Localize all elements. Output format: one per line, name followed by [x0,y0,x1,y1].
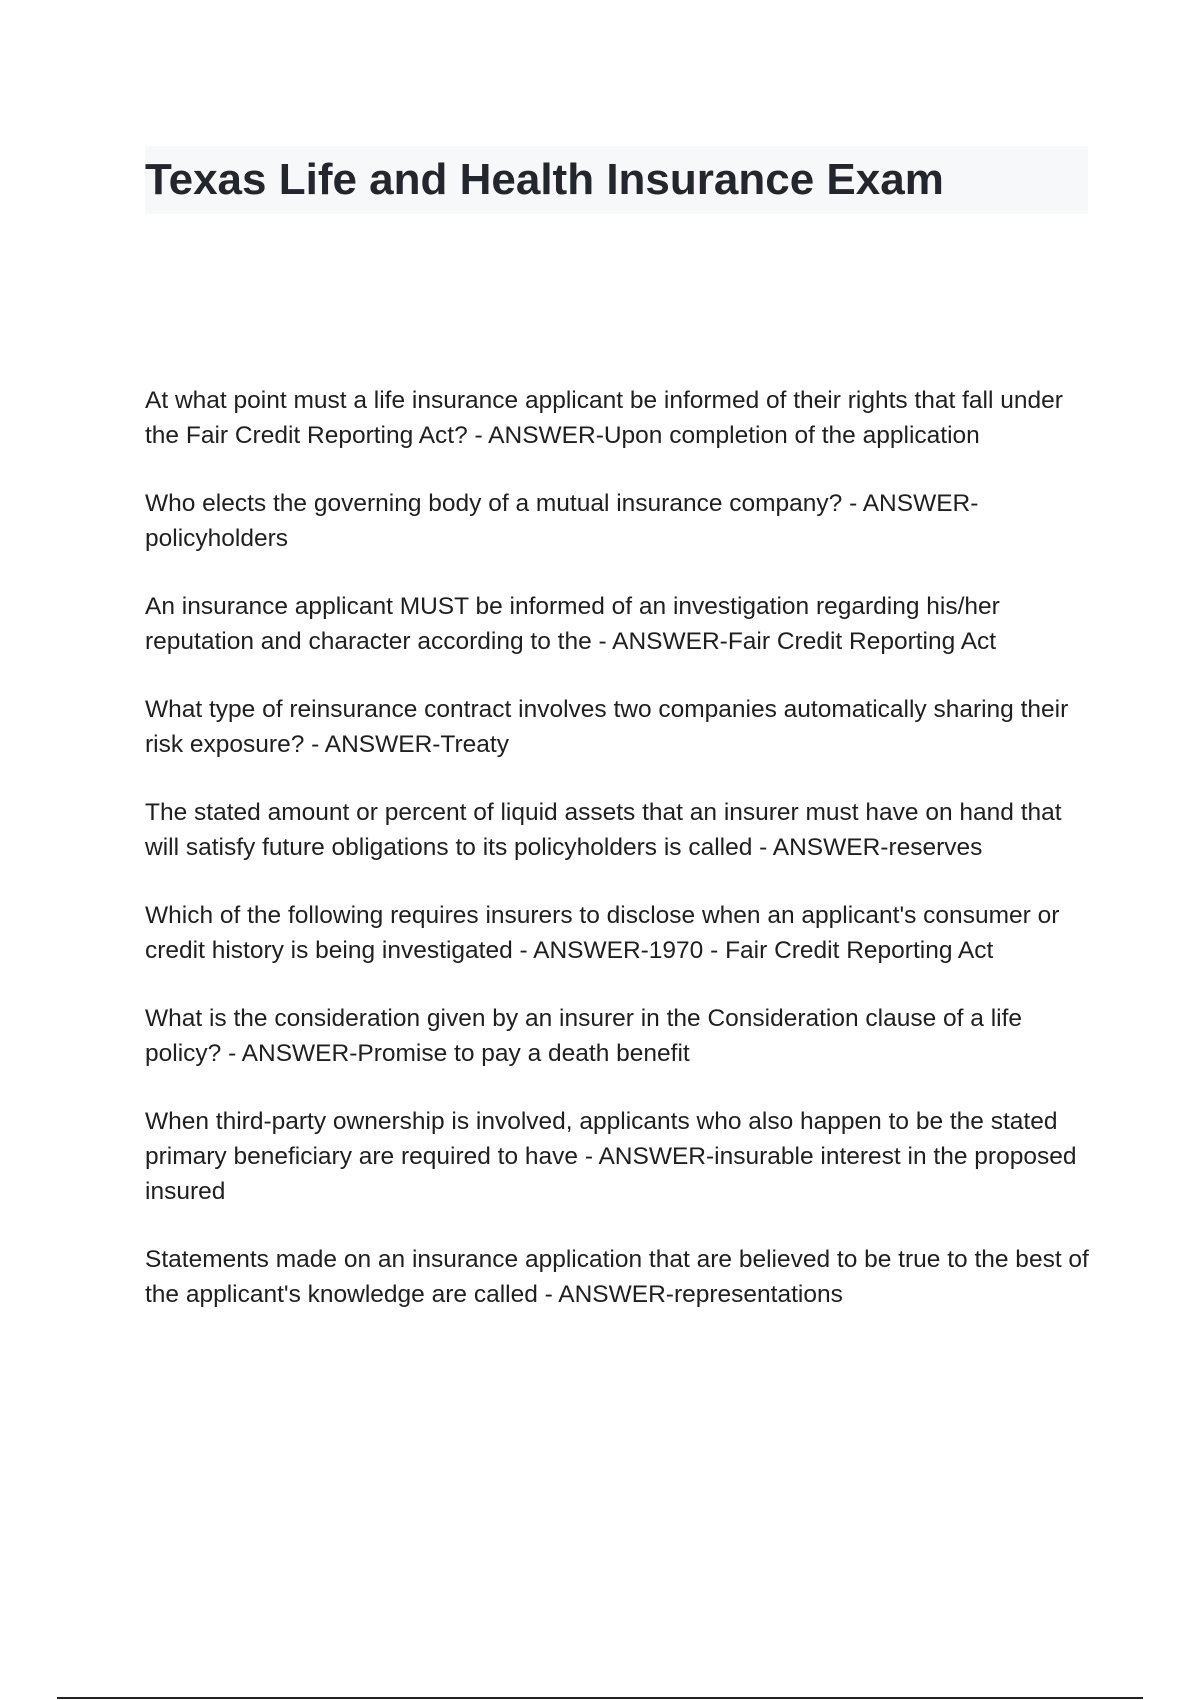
qa-item: At what point must a life insurance applicant be informed of their rights that fall under the Fair Credit Reporting Act? - ANSWER-Upon completion of the application [145,387,1063,449]
qa-item: What type of reinsurance contract involves two companies automatically sharing their risk exposure? - ANSWER-Treaty [145,696,1069,758]
page-bottom-divider [57,1697,1143,1699]
qa-item: When third-party ownership is involved, applicants who also happen to be the stated primary beneficiary are required to have - ANSWER-insurable interest in the proposed insured [145,1108,1077,1205]
qa-list [145,383,1090,1345]
page-title: Texas Life and Health Insurance Exam [145,155,944,204]
qa-item: The stated amount or percent of liquid assets that an insurer must have on hand that will satisfy future obligations to its policyholders is called - ANSWER-reserves [145,799,1062,861]
qa-item: Who elects the governing body of a mutual insurance company? - ANSWER-policyholders [145,490,979,552]
qa-item: What is the consideration given by an insurer in the Consideration clause of a life policy? - ANSWER-Promise to pay a death benefit [145,1005,1023,1067]
title-band [145,146,1088,214]
qa-item: Which of the following requires insurers to disclose when an applicant's consumer or credit history is being investigated - ANSWER-1970 - Fair Credit Reporting Act [145,902,1060,964]
qa-item: An insurance applicant MUST be informed of an investigation regarding his/her reputation and character according to the - ANSWER-Fair Credit Reporting Act [145,593,1000,655]
qa-item: Statements made on an insurance application that are believed to be true to the best of the applicant's knowledge are called - ANSWER-representations [145,1246,1089,1308]
